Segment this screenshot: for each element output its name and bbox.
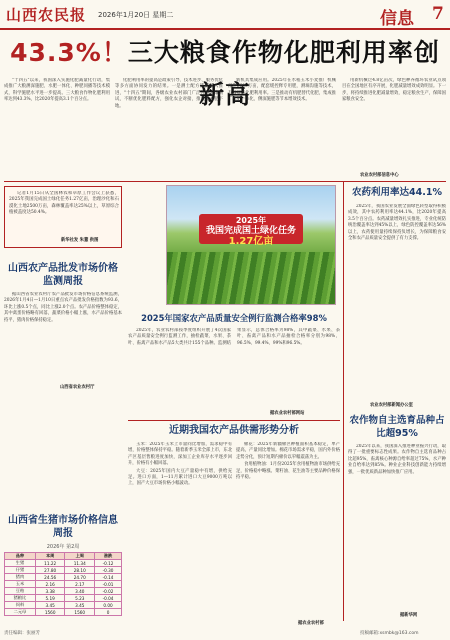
table-row [5,588,122,595]
table-cell: 仔猪 [5,567,36,574]
table-row [5,581,122,588]
quality-body: 2025年，农业农村部按季度组织开展了4次国家农产品质量安全例行监测工作，抽检蔬菜、水果、茶叶、畜禽产品和水产品5大类共计155个品种。监测结果显示，总体合格率为98%，其中蔬菜、水果、茶叶、畜禽产品和水产品抽检合格率分别为98%、96.5%、99.4%、99%和96.5%。 [128,328,340,346]
table-cell: -0.12 [95,560,122,567]
seed-title: 农作物自主选育品种占比超95% [349,415,445,439]
shanxi-price-title: 山西农产品批发市场价格监测周报 [8,263,118,287]
lead-column-1: "十四五"以来，我国深入实施化肥减量化行动，集成推广大粮测深施肥、水肥一体化、种肥同播等技术模式，科学施肥水平进一步提高。三大粮食作物化肥利用率达到43.3%，比2020年提高3.1个百分点。 [4,78,110,103]
photo-tag-title: 我国完成国土绿化任务 [205,226,296,236]
table-row [5,602,122,609]
pesticide-title: 农药利用率达44.1% [352,187,442,198]
table-cell: -0.01 [95,581,122,588]
seed-body: 2025年以来，我国深入推进种业振兴行动，取得了一批重要标志性成果。农作物自主选育品种占比超95%，畜禽核心种源自给率超过75%，水产种业自给率达到85%。种业企业科技创新能力持续增强，一批优质新品种加快推广应用。 [348,444,446,475]
table-cell: 24.70 [65,574,95,581]
table-row [5,574,122,581]
table-cell: -0.14 [95,574,122,581]
table-cell: -0.02 [95,588,122,595]
section-title: 信息 [380,9,414,29]
table-cell: 3.40 [65,588,95,595]
table-cell: 5.19 [35,595,65,602]
notice-text: 记者1月15日从全国林农和草原工作会议上获悉，2025年我国完成国土绿化任务1.27亿亩，治理沙化和石漠化土地2500万亩，森林覆盖率达25%以上，草原综合植被盖度达50.4%。 [9,191,119,216]
table-header-cell: 上周 [65,553,95,560]
seed-credit: 据新华网 [400,613,418,618]
recent-credit: 据农业农村部 [298,621,324,626]
lead-column-2: 化肥利用率的提高是政策引导、技术进步、服务优化等多方面协同发力的结果。一是测土配方施肥深入推进，"十四五"期间，各级农业农村部门广泛开展土壤测试，不断优化肥料配方，强化农企对接，推进配方肥下地。 [115,78,223,109]
table-cell: 11.22 [35,560,65,567]
table-cell: 饲料 [5,602,36,609]
pig-price-table [4,552,122,616]
table-cell: 3.45 [65,602,95,609]
leaves-graphic [167,252,335,304]
table-cell: -0.30 [95,567,122,574]
table-cell: 1560 [65,609,95,616]
quality-credit: 据农业农村部网站 [270,411,305,416]
footer-editor: 责任编辑：张丽芳 [4,631,40,636]
masthead: 山西农民报 [6,6,87,24]
table-cell: 0.00 [95,602,122,609]
recent-col-1: 玉米：2025年玉米上市量同比增加，需求稳中有增，价格整体保持平稳。随着新季玉米全部上市，东北产区基层售粮进度加快，深加工企业库存水平逐步回升，价格有小幅回落。 大豆：2025年国内大豆产量稳中有增，供给充足。进口方面，1—11月累计进口大豆9000万吨以上，国产大豆市场价格小幅波动。 [128,442,232,487]
table-cell: 24.56 [35,574,65,581]
table-row [5,560,122,567]
photo-tag-value: 1.27亿亩 [228,236,274,247]
table-cell: 3.45 [35,602,65,609]
table-cell: 28.10 [65,567,95,574]
table-cell: 3.38 [35,588,65,595]
pig-price-title: 山西省生猪市场价格信息周报 [8,515,118,539]
recent-col-2: 棉花：2025年新疆棉区种植面积基本稳定，单产提高，产量同比增加。棉花市场需求平稳，国内外价格走势分化，预计短期内棉价以窄幅震荡为主。 食用植物油：1月份2025年食用植物油市场供给充足，价格稳中略涨。菜籽油、花生油等主要品种价格保持平稳。 [236,442,340,481]
recent-title: 近期我国农产品供需形势分析 [169,425,299,436]
table-cell: 豆粕 [5,588,36,595]
table-header-cell: 涨跌 [95,553,122,560]
shanxi-price-body: 据山西省农业农村厅农产品批发市场价格信息系统监测，2026年1月4日—1月10日重点农产品批发价格指数为93.6，环比上涨0.5个点，同比上涨2.0个点。农产品价格整体稳定，其中禽蛋价格略有回落，蔬菜价格小幅上涨，水产品价格基本持平，猪肉价格保持稳定。 [4,292,122,323]
headline-percent: 43.3%！ [10,38,128,67]
table-cell: 猪肉 [5,574,36,581]
table-cell: 猪粮比 [5,595,36,602]
pig-price-subtitle: 2026年 第2周 [46,544,80,550]
page-header [0,0,450,30]
table-cell: 生猪 [5,560,36,567]
notice-credit: 新华社发 朱薏 供图 [61,238,99,243]
table-row [5,609,122,616]
footer-email: 投稿邮箱:xsmbk@163.com [360,631,419,636]
pesticide-credit: 农业农村部新闻办公室 [370,403,413,408]
greening-photo [166,185,336,305]
table-cell: 2.16 [35,581,65,588]
table-row [5,595,122,602]
table-cell: 0 [95,609,122,616]
headline-text: 三大粮食作物化肥利用率创新高 [127,38,440,109]
lead-credit: 农业农村部信息中心 [360,173,399,178]
column-divider [343,181,344,621]
photo-tag-year: 2025年 [235,216,267,225]
issue-date: 2026年1月20日 星期二 [98,11,174,19]
table-row [5,567,122,574]
table-cell: 27.80 [35,567,65,574]
table-cell: 5.23 [65,595,95,602]
table-cell: 11.34 [65,560,95,567]
lead-column-4: 用新机械过4.8亿亩次，绿色种养循环农业试点项目在全国地区有序开展，化肥减量增效成效明显。下一步，将持续推进化肥减量增效，稳定粮食生产，保障国家粮食安全。 [342,78,446,103]
lead-column-3: 新机具集成应用。2025年在水稻玉米小麦推广机械深施2600万亩，配套缓控释专用肥，测墒沟施等技术，有效提高化肥利用率。三是推动有机肥替代化肥，集成推广水肥一体化、侧深施肥等节本增效技术。 [228,78,336,103]
table-header-cell: 本周 [35,553,65,560]
table-cell: -0.04 [95,595,122,602]
shanxi-price-credit: 山西省农业农村厅 [60,385,95,390]
quality-title: 2025年国家农产品质量安全例行监测合格率98% [141,313,327,323]
pesticide-body: 2025年，我国农业发展全面绿色转型取得积极成效，其中农药利用率达44.1%，比2020年提高3.5个百分点。农药减量增效扎实推进，专业化统防统治覆盖率达到45%以上，绿色防控覆盖率达56%以上，农药使用量持续保持负增长，为保障粮食安全和农产品质量安全提供了有力支撑。 [348,204,446,242]
divider [128,420,340,421]
table-cell: 1560 [35,609,65,616]
table-cell: 二元母 [5,609,36,616]
page-number: 7 [432,4,444,24]
table-cell: 玉米 [5,581,36,588]
divider [4,181,446,182]
photo-caption-tag [199,214,303,247]
notice-box [4,186,122,248]
table-cell: 2.17 [65,581,95,588]
table-header-cell: 品种 [5,553,36,560]
